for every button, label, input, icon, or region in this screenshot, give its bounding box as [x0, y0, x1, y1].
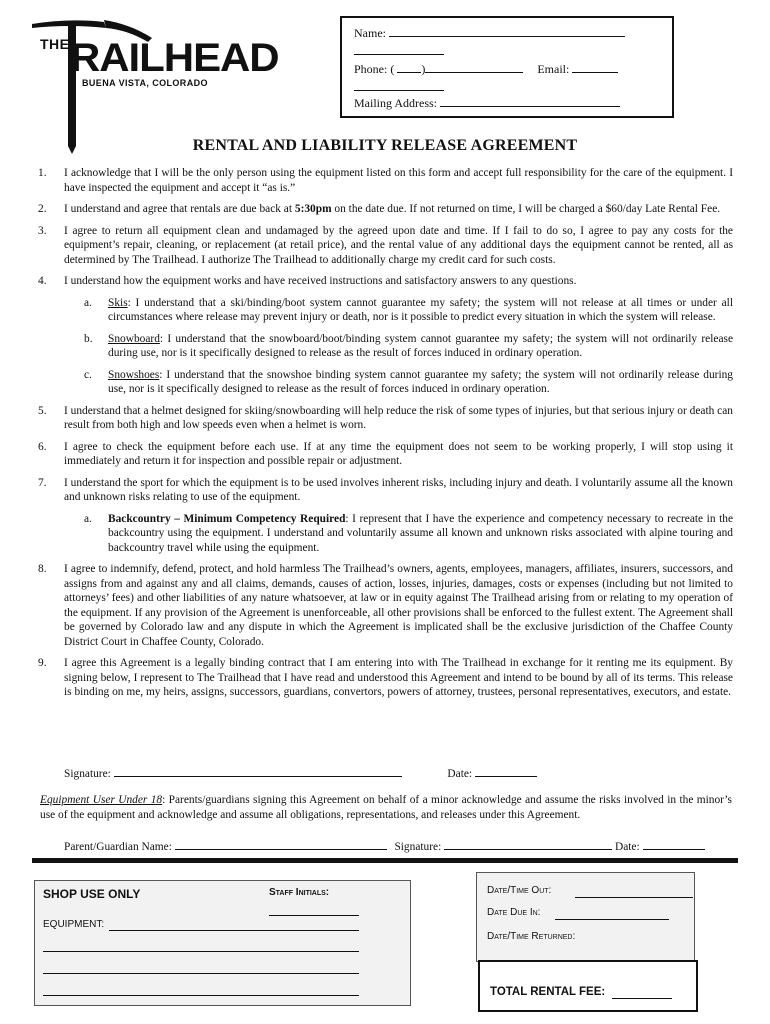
clause-text: I understand how the equipment works and have received instructions and satisfactory answers to any questions. — [64, 275, 577, 287]
date-time-out-label: Date/Time Out: — [487, 885, 552, 896]
clause-number: 3. — [38, 224, 47, 237]
minor-label: Equipment User Under 18 — [40, 794, 163, 806]
clause-text-post: on the date due. If not returned on time, I will be charged a $60/day Late Rental Fee. — [331, 203, 721, 215]
clause-text: I acknowledge that I will be the only person using the equipment listed on this form and accept full responsibility for the care of the equipment. I have inspected the equipment and accept it “as is.” — [64, 167, 733, 194]
date-time-out-field[interactable] — [575, 885, 693, 898]
equipment-line-1[interactable] — [109, 918, 359, 931]
logo-the: THE — [40, 36, 70, 52]
signature-label: Signature: — [64, 768, 111, 780]
page-title: RENTAL AND LIABILITY RELEASE AGREEMENT — [192, 137, 578, 154]
subclause-label: Snowshoes — [108, 368, 160, 381]
phone-label: Phone: ( — [354, 62, 395, 76]
clause-number: 1. — [38, 167, 47, 179]
clause-8 — [38, 562, 733, 649]
clause-7 — [38, 476, 733, 505]
mailing-address-label: Mailing Address: — [354, 96, 437, 110]
subclause-letter: c. — [84, 368, 92, 381]
phone-paren: ) — [421, 62, 426, 76]
clause-2 — [38, 202, 733, 217]
subclause-label: Snowboard — [108, 332, 160, 345]
clause-number: 2. — [38, 203, 47, 215]
subclause-letter: a. — [84, 512, 92, 525]
subclause-text: : I understand that the snowboard/boot/binding system cannot guarantee my safety; the system will not ordinarily release during use, nor is it specifically designed to release as the result of forces induced in ordinary operation. — [108, 332, 733, 359]
staff-initials-label: Staff Initials: — [269, 887, 330, 898]
clause-3 — [38, 224, 733, 268]
clause-9 — [38, 656, 733, 700]
clause-number: 7. — [38, 476, 47, 489]
parent-row — [64, 837, 705, 853]
clause-number: 5. — [38, 404, 47, 417]
parent-name-field[interactable] — [175, 837, 387, 850]
logo-name: RAILHEAD — [70, 36, 279, 80]
email-field-continued[interactable] — [354, 78, 444, 91]
subclause-label: Skis — [108, 296, 128, 309]
date-field[interactable] — [475, 764, 537, 777]
total-fee-field[interactable] — [612, 986, 672, 999]
clause-7a — [38, 512, 733, 556]
clause-4 — [38, 274, 733, 289]
date-time-returned-label: Date/Time Returned: — [487, 931, 576, 942]
phone-number-field[interactable] — [425, 60, 523, 73]
shop-title: SHOP USE ONLY — [43, 887, 141, 901]
clause-text: I agree to indemnify, defend, protect, and hold harmless The Trailhead’s owners, agents, employees, managers, affiliates, insurers, successors, and assigns from and against any and all claims, demands, causes of action, losses, injuries, damages, costs or expenses (including but not limited to attorneys’ fees) and other liabilities of any nature whatsoever, at law or in equity against The Trailhead arising from or relating to my operation of the equipment. If any provision of the Agreement is unenforceable, all other provisions shall be enforced to the fullest extent. The Agreement shall be governed by Colorado law and any dispute in which the Agreement is implicated shall be the exclusive jurisdiction of the Chaffee County District Court in Chaffee County, Colorado. — [64, 563, 733, 648]
equipment-label: EQUIPMENT: — [43, 919, 105, 930]
minor-text: : Parents/guardians signing this Agreement on behalf of a minor acknowledge and assume the risks involved in the minor’s use of the equipment and acknowledge and assume all obligations, representations, and releases under this Agreement. — [40, 794, 732, 821]
total-fee-label: TOTAL RENTAL FEE: — [490, 986, 606, 998]
clause-6 — [38, 440, 733, 469]
clause-number: 8. — [38, 563, 47, 575]
total-fee-box — [478, 960, 698, 1012]
date-due-in-label: Date Due In: — [487, 907, 541, 918]
rental-times-box — [476, 872, 695, 962]
equipment-line-4[interactable] — [43, 983, 359, 996]
name-field-continued[interactable] — [354, 42, 444, 55]
date-due-in-field[interactable] — [555, 907, 669, 920]
clause-text: I understand the sport for which the equipment is to be used involves inherent risks, including injury and death. I voluntarily assume all the known and unknown risks relating to use of the equipment. — [64, 476, 733, 503]
minor-clause — [40, 793, 732, 822]
clause-5 — [38, 404, 733, 433]
parent-signature-label: Signature: — [394, 841, 442, 853]
logo-location: BUENA VISTA, COLORADO — [82, 78, 208, 88]
clause-number: 4. — [38, 275, 47, 287]
clause-4b — [38, 332, 733, 361]
parent-date-label: Date: — [614, 841, 640, 853]
phone-area-code-field[interactable] — [397, 60, 421, 73]
clause-text: I agree to return all equipment clean and undamaged by the agreed upon date and time. If I fail to do so, I agree to pay any costs for the equipment’s repair, cleaning, or replacement (at retail price), and the rental value of any additional days the equipment cannot be rented, all as determined by The Trailhead. I authorize The Trailhead to additionally charge my credit card for such costs. — [64, 224, 733, 266]
subclause-text: : I understand that a ski/binding/boot system cannot guarantee my safety; the system will not release at all times or under all circumstances where release may prevent injury or death, nor is it possible to predict every situation in which the system will release. — [108, 296, 733, 323]
signature-field[interactable] — [114, 764, 402, 777]
email-field[interactable] — [572, 60, 618, 73]
parent-signature-field[interactable] — [444, 837, 612, 850]
shop-use-box — [34, 880, 411, 1006]
signature-row — [64, 764, 537, 780]
equipment-line-2[interactable] — [43, 939, 359, 952]
name-field[interactable] — [389, 24, 625, 37]
date-label: Date: — [447, 768, 473, 780]
email-label: Email: — [537, 62, 570, 76]
clause-text: I agree this Agreement is a legally binding contract that I am entering into with The Trailhead in exchange for it renting me its equipment. By signing below, I represent to The Trailhead that I have read and understood this Agreement and intend to be bound by all of its terms. This release is binding on me, my heirs, assigns, successors, guardians, convertors, powers of attorney, trustees, personal representatives, executors, and estate. — [64, 657, 733, 698]
clause-number: 9. — [38, 657, 47, 669]
mailing-address-field[interactable] — [440, 94, 620, 107]
clause-4a — [38, 296, 733, 325]
agreement-body — [38, 166, 733, 707]
equipment-line-3[interactable] — [43, 961, 359, 974]
customer-info-box — [340, 16, 674, 118]
clause-number: 6. — [38, 440, 47, 453]
clause-4c — [38, 368, 733, 397]
subclause-label: Backcountry – Minimum Competency Required — [108, 512, 346, 525]
section-divider — [32, 858, 738, 863]
staff-initials-field[interactable] — [269, 903, 359, 916]
parent-date-field[interactable] — [643, 837, 705, 850]
subclause-letter: b. — [84, 332, 93, 345]
subclause-text: : I understand that the snowshoe binding system cannot guarantee my safety; the system will not ordinarily release during use, nor is it specifically designed to release as the result of forces induced in ordinary operation. — [108, 368, 733, 395]
clause-text-pre: I understand and agree that rentals are due back at — [64, 203, 295, 215]
name-label: Name: — [354, 26, 386, 40]
subclause-letter: a. — [84, 296, 92, 309]
parent-name-label: Parent/Guardian Name: — [64, 841, 172, 853]
clause-text: I agree to check the equipment before each use. If at any time the equipment does not seem to be working properly, I will stop using it immediately and return it for inspection and possible repair or adjustment. — [64, 440, 733, 467]
trailhead-logo — [30, 14, 290, 154]
clause-text: I understand that a helmet designed for skiing/snowboarding will help reduce the risk of some types of injuries, but that serious injury or death can result from both high and low speeds even when a helmet is worn. — [64, 404, 733, 431]
return-time: 5:30pm — [294, 203, 332, 215]
clause-1 — [38, 166, 733, 195]
subclause-text: : I represent that I have the experience and competency necessary to recreate in the backcountry using the equipment. I understand and voluntarily assume all known and unknown risks associated with alpine touring and backcountry travel while using the equipment. — [108, 512, 734, 554]
